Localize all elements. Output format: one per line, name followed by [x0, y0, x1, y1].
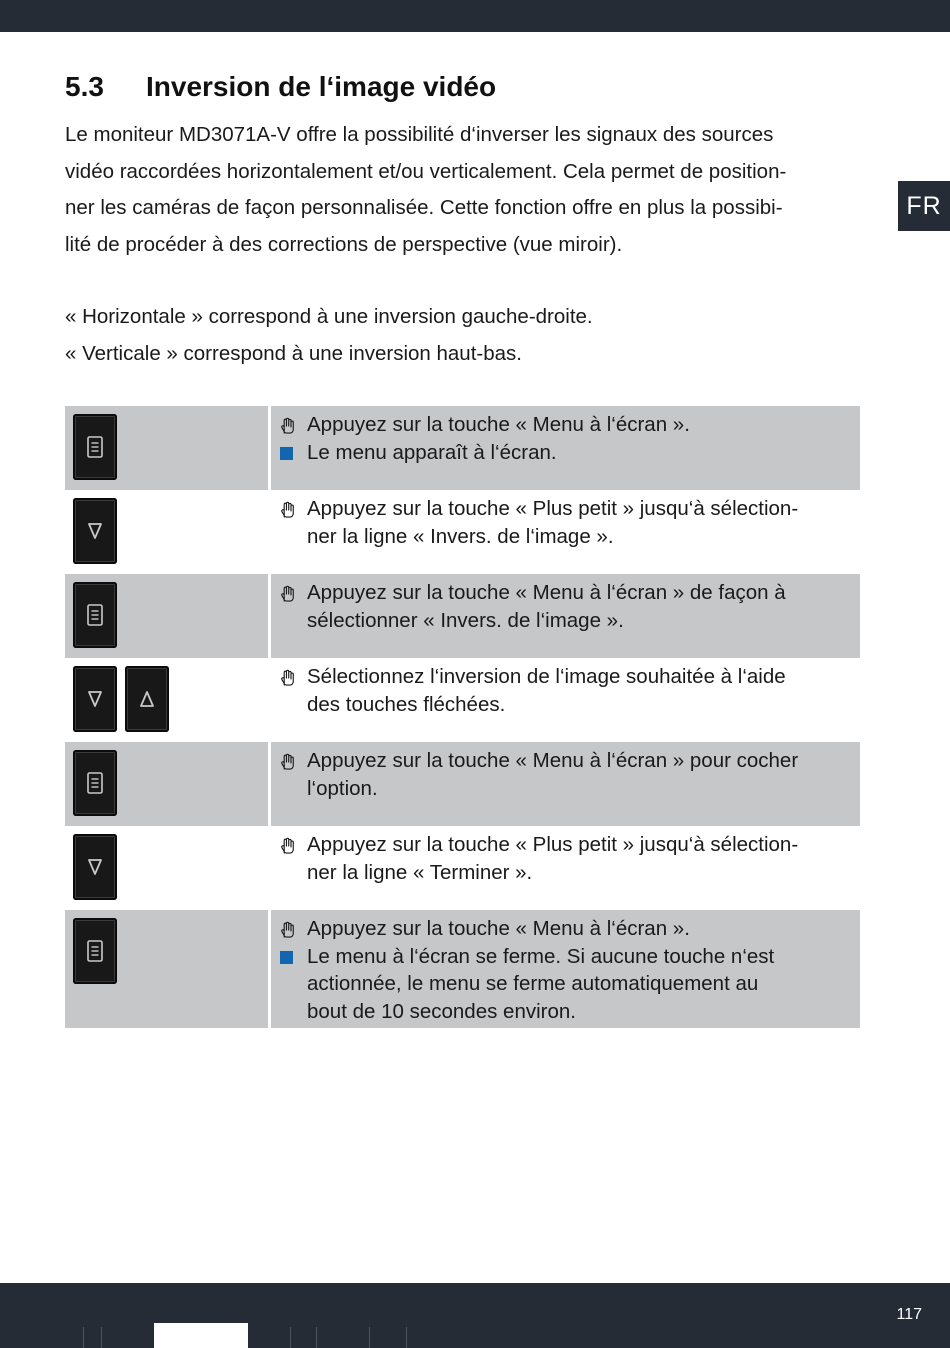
- footer-divider: [406, 1327, 407, 1348]
- intro-line: lité de procéder à des corrections de perspective (vue miroir).: [65, 232, 623, 256]
- result-square-icon: [279, 439, 307, 467]
- step-text: ner la ligne « Terminer ».: [307, 860, 533, 884]
- instruction-line: [279, 607, 852, 635]
- hand-pointer-icon: [279, 411, 307, 439]
- section-title: Inversion de l‘image vidéo: [146, 71, 497, 102]
- down-arrow-button-icon: [73, 666, 117, 732]
- language-tab: FR: [898, 181, 950, 231]
- intro-paragraph: [65, 117, 865, 263]
- section-heading: [65, 71, 496, 103]
- footer-bar: [0, 1283, 950, 1348]
- step-buttons: [65, 406, 268, 490]
- step-text: Appuyez sur la touche « Plus petit » jusqu‘à sélection-: [307, 833, 799, 856]
- step-instructions: [271, 490, 860, 574]
- step-text: sélectionner « Invers. de l‘image ».: [307, 608, 624, 632]
- footer-divider: [83, 1327, 84, 1348]
- hand-pointer-icon: [279, 747, 307, 775]
- instruction-line: [279, 411, 852, 439]
- step-text: Le menu apparaît à l‘écran.: [307, 440, 557, 464]
- step-text: Appuyez sur la touche « Menu à l‘écran » pour cocher: [307, 749, 799, 772]
- page-number: 117: [896, 1306, 922, 1323]
- step-instructions: [271, 658, 860, 742]
- step-text: l‘option.: [307, 776, 378, 800]
- instruction-line: [279, 915, 852, 943]
- step-row: [65, 574, 860, 658]
- instruction-line: [279, 998, 852, 1026]
- hand-pointer-icon: [279, 831, 307, 859]
- instruction-line: [279, 831, 852, 859]
- footer-divider: [369, 1327, 370, 1348]
- intro-line: vidéo raccordées horizontalement et/ou verticalement. Cela permet de position-: [65, 159, 787, 183]
- instruction-line: [279, 663, 852, 691]
- step-buttons: [65, 910, 268, 1028]
- intro-line: ner les caméras de façon personnalisée. Cette fonction offre en plus la possibi-: [65, 196, 783, 219]
- step-row: [65, 910, 860, 1028]
- menu-button-icon: [73, 750, 117, 816]
- instruction-line: [279, 523, 852, 551]
- step-text: Appuyez sur la touche « Menu à l‘écran ».: [307, 917, 690, 940]
- menu-button-icon: [73, 582, 117, 648]
- step-text: actionnée, le menu se ferme automatiquement au: [307, 972, 759, 995]
- footer-marker: [154, 1323, 248, 1348]
- instruction-line: [279, 691, 852, 719]
- step-row: [65, 742, 860, 826]
- instruction-line: [279, 775, 852, 803]
- hand-pointer-icon: [279, 579, 307, 607]
- step-row: [65, 826, 860, 910]
- menu-button-icon: [73, 414, 117, 480]
- indent: [279, 998, 307, 1026]
- step-text: Sélectionnez l‘inversion de l‘image souhaitée à l‘aide: [307, 665, 786, 688]
- indent: [279, 523, 307, 551]
- indent: [279, 970, 307, 998]
- down-arrow-button-icon: [73, 498, 117, 564]
- footer-divider: [290, 1327, 291, 1348]
- indent: [279, 859, 307, 887]
- section-number: 5.3: [65, 71, 104, 102]
- menu-button-icon: [73, 918, 117, 984]
- step-text: Le menu à l‘écran se ferme. Si aucune touche n‘est: [307, 944, 775, 968]
- step-text: Appuyez sur la touche « Menu à l‘écran » de façon à: [307, 581, 786, 604]
- step-instructions: [271, 742, 860, 826]
- step-instructions: [271, 574, 860, 658]
- hand-pointer-icon: [279, 915, 307, 943]
- footer-divider: [101, 1327, 102, 1348]
- instruction-line: [279, 859, 852, 887]
- footer-divider: [316, 1327, 317, 1348]
- down-arrow-button-icon: [73, 834, 117, 900]
- hand-pointer-icon: [279, 663, 307, 691]
- step-buttons: [65, 490, 268, 574]
- up-arrow-button-icon: [125, 666, 169, 732]
- step-buttons: [65, 658, 268, 742]
- steps-table: [65, 406, 860, 1028]
- step-row: [65, 490, 860, 574]
- intro-line: Le moniteur MD3071A-V offre la possibilité d‘inverser les signaux des sources: [65, 123, 774, 146]
- instruction-line: [279, 579, 852, 607]
- orientation-notes: [65, 299, 865, 372]
- step-row: [65, 658, 860, 742]
- top-bar: [0, 0, 950, 32]
- step-instructions: [271, 826, 860, 910]
- indent: [279, 691, 307, 719]
- indent: [279, 775, 307, 803]
- note-vertical: « Verticale » correspond à une inversion haut-bas.: [65, 341, 522, 365]
- hand-pointer-icon: [279, 495, 307, 523]
- step-text: Appuyez sur la touche « Menu à l‘écran ».: [307, 413, 690, 436]
- instruction-line: [279, 747, 852, 775]
- instruction-line: [279, 495, 852, 523]
- step-instructions: [271, 406, 860, 490]
- step-text: ner la ligne « Invers. de l‘image ».: [307, 524, 614, 548]
- result-line: [279, 439, 852, 467]
- step-buttons: [65, 742, 268, 826]
- step-text: bout de 10 secondes environ.: [307, 999, 576, 1023]
- instruction-line: [279, 970, 852, 998]
- step-row: [65, 406, 860, 490]
- indent: [279, 607, 307, 635]
- step-text: Appuyez sur la touche « Plus petit » jusqu‘à sélection-: [307, 497, 799, 520]
- step-instructions: [271, 910, 860, 1028]
- step-text: des touches fléchées.: [307, 692, 506, 716]
- note-horizontal: « Horizontale » correspond à une inversion gauche-droite.: [65, 305, 593, 328]
- step-buttons: [65, 826, 268, 910]
- result-line: [279, 943, 852, 971]
- step-buttons: [65, 574, 268, 658]
- result-square-icon: [279, 943, 307, 971]
